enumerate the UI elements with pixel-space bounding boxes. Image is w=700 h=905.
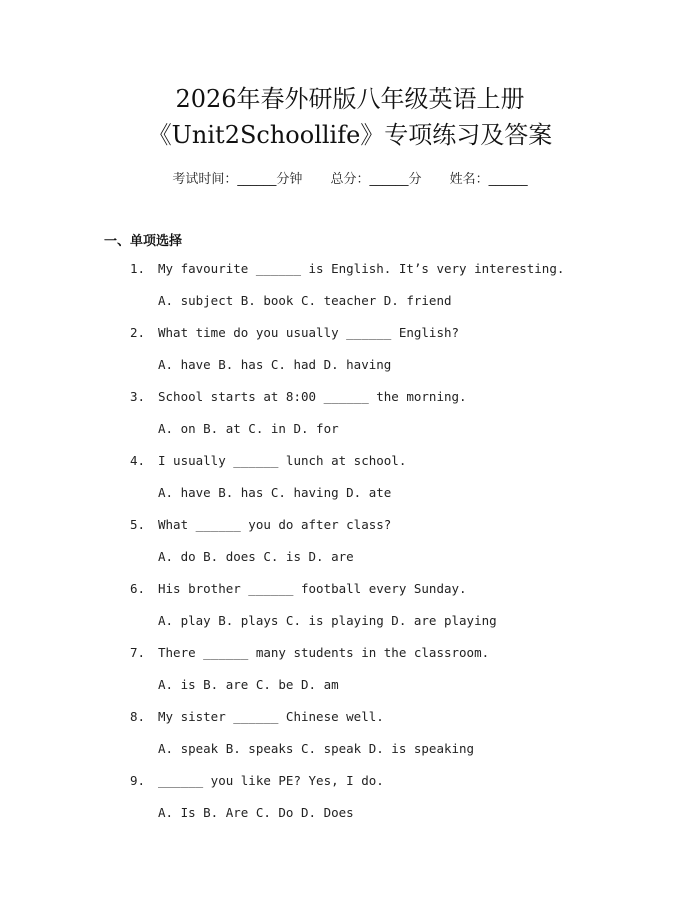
exam-info-row <box>0 168 700 187</box>
options-text: A. on B. at C. in D. for <box>158 421 339 436</box>
question-options <box>0 418 700 450</box>
question-text: His brother ______ football every Sunday. <box>158 581 467 596</box>
exam-name-field: 姓名：______ <box>449 172 528 187</box>
question-text: School starts at 8:00 ______ the morning. <box>158 389 467 404</box>
question-text: What time do you usually ______ English? <box>158 325 460 340</box>
question-item <box>0 450 700 482</box>
question-options <box>0 482 700 514</box>
question-text: I usually ______ lunch at school. <box>158 453 407 468</box>
options-text: A. is B. are C. be D. am <box>158 677 339 692</box>
question-number: 8. <box>130 709 146 724</box>
options-text: A. have B. has C. having D. ate <box>158 485 392 500</box>
question-item <box>0 514 700 546</box>
question-text: ______ you like PE? Yes, I do. <box>158 773 384 788</box>
options-text: A. do B. does C. is D. are <box>158 549 354 564</box>
question-number: 6. <box>130 581 146 596</box>
question-options <box>0 290 700 322</box>
section-heading: 一、单项选择 <box>104 234 183 249</box>
question-item <box>0 258 700 290</box>
question-options <box>0 354 700 386</box>
exam-score-field: 总分：______分 <box>330 172 422 187</box>
question-options <box>0 610 700 642</box>
question-text: There ______ many students in the classroom. <box>158 645 490 660</box>
question-text: My favourite ______ is English. It’s very interesting. <box>158 261 565 276</box>
document-title-line-2: 《Unit2Schoollife》专项练习及答案 <box>147 121 553 149</box>
question-item <box>0 322 700 354</box>
options-text: A. play B. plays C. is playing D. are playing <box>158 613 497 628</box>
question-number: 4. <box>130 453 146 468</box>
options-text: A. Is B. Are C. Do D. Does <box>158 805 354 820</box>
question-options <box>0 674 700 706</box>
question-item <box>0 770 700 802</box>
question-number: 7. <box>130 645 146 660</box>
question-list <box>0 258 700 834</box>
question-number: 1. <box>130 261 146 276</box>
question-number: 3. <box>130 389 146 404</box>
question-item <box>0 578 700 610</box>
options-text: A. have B. has C. had D. having <box>158 357 392 372</box>
question-number: 2. <box>130 325 146 340</box>
document-title-line-1: 2026年春外研版八年级英语上册 <box>175 85 525 113</box>
options-text: A. subject B. book C. teacher D. friend <box>158 293 452 308</box>
question-options <box>0 738 700 770</box>
question-options <box>0 546 700 578</box>
question-number: 5. <box>130 517 146 532</box>
question-number: 9. <box>130 773 146 788</box>
exam-time-field: 考试时间：______分钟 <box>172 172 303 187</box>
question-text: What ______ you do after class? <box>158 517 392 532</box>
question-item <box>0 706 700 738</box>
question-item <box>0 642 700 674</box>
question-text: My sister ______ Chinese well. <box>158 709 384 724</box>
options-text: A. speak B. speaks C. speak D. is speaking <box>158 741 475 756</box>
question-options <box>0 802 700 834</box>
question-item <box>0 386 700 418</box>
